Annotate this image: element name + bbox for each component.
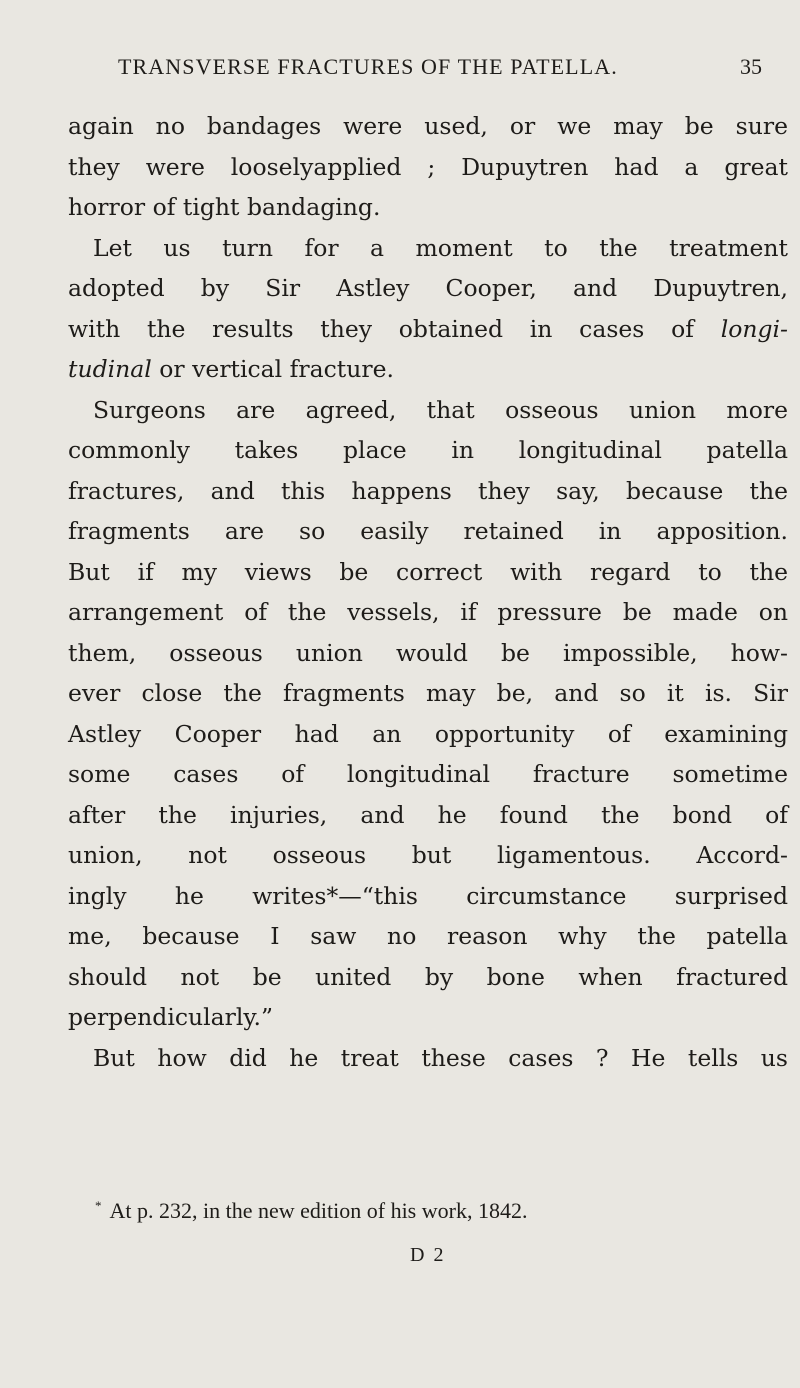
footnote-text: At p. 232, in the new edition of his work, 1842. xyxy=(109,1198,528,1223)
text-line: me, because I saw no reason why the patella xyxy=(68,922,788,950)
text-line xyxy=(68,349,788,390)
text-line: But if my views be correct with regard to the xyxy=(68,557,788,586)
text-line: they were looselyapplied ; Dupuytren had a great xyxy=(68,152,788,181)
running-title: TRANSVERSE FRACTURES OF THE PATELLA. xyxy=(118,54,618,79)
footnote-marker: * xyxy=(95,1198,102,1213)
text-line: arrangement of the vessels, if pressure be made on xyxy=(68,598,788,626)
text-line: again no bandages were used, or we may be sure xyxy=(68,112,788,140)
text-line: some cases of longitudinal fracture sometime xyxy=(68,760,788,788)
text-line: Astley Cooper had an opportunity of examining xyxy=(68,719,788,748)
text-line: horror of tight bandaging. xyxy=(68,193,381,221)
text-line xyxy=(68,309,788,350)
body-text xyxy=(68,106,788,1078)
text-line: But how did he treat these cases ? He tells us xyxy=(93,1043,788,1072)
text-line: fractures, and this happens they say, because the xyxy=(68,476,788,505)
page-header xyxy=(0,50,800,90)
text-line: ingly he writes*—“this circumstance surprised xyxy=(68,881,788,910)
text-line: adopted by Sir Astley Cooper, and Dupuytren, xyxy=(68,274,788,302)
text-line: union, not osseous but ligamentous. Accord- xyxy=(68,841,788,869)
text-line: should not be united by bone when fractured xyxy=(68,962,788,991)
text-line: fragments are so easily retained in apposition. xyxy=(68,517,788,545)
text-line: them, osseous union would be impossible, how- xyxy=(68,638,788,667)
page-number: 35 xyxy=(740,54,762,79)
text-segment: or vertical fracture. xyxy=(151,355,394,383)
text-line: after the injuries, and he found the bond of xyxy=(68,800,788,829)
text-line: perpendicularly.” xyxy=(68,1003,274,1031)
text-line: Let us turn for a moment to the treatment xyxy=(93,233,788,262)
text-line: Surgeons are agreed, that osseous union more xyxy=(93,395,788,424)
signature-mark: D 2 xyxy=(410,1244,446,1266)
text-line: ever close the fragments may be, and so it is. Sir xyxy=(68,679,788,707)
text-segment: with the results they obtained in cases of xyxy=(68,314,721,343)
italic-term: tudinal xyxy=(68,355,152,383)
footnote xyxy=(95,1198,527,1224)
text-line: commonly takes place in longitudinal patella xyxy=(68,436,788,464)
italic-term: longi- xyxy=(720,314,788,343)
